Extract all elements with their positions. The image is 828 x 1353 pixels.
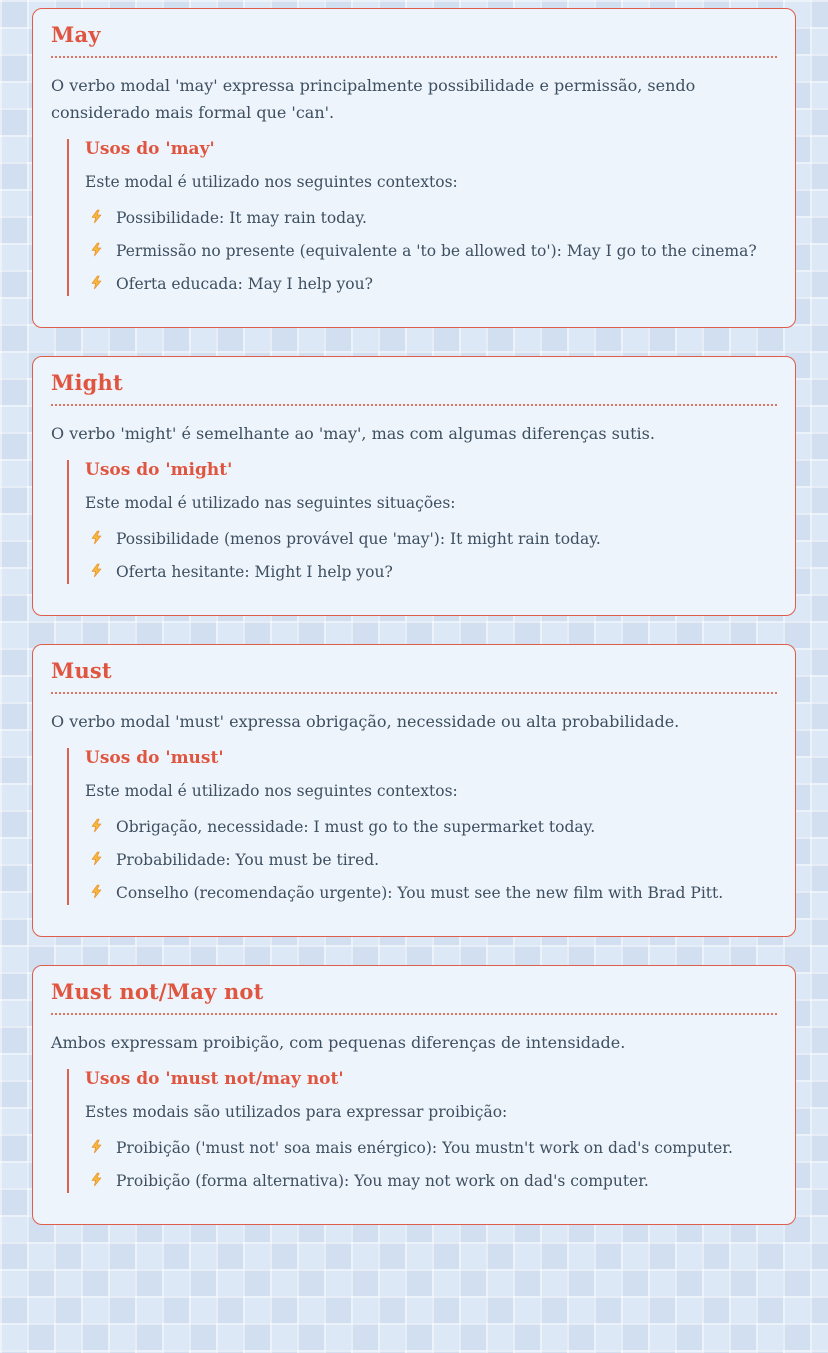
usage-subsection-title: Usos do 'must' — [85, 748, 224, 769]
lightning-icon — [89, 242, 104, 257]
usage-subsection-title: Usos do 'must not/may not' — [85, 1069, 344, 1090]
modal-verb-card — [32, 356, 796, 616]
card-title: Must — [51, 658, 777, 694]
usage-item — [89, 239, 777, 263]
lightning-icon — [89, 1172, 104, 1187]
modal-verb-card — [32, 644, 796, 937]
usage-item-text: Possibilidade: It may rain today. — [116, 209, 367, 228]
usage-item — [89, 815, 777, 839]
card-title: Must not/May not — [51, 979, 777, 1015]
card-intro: O verbo modal 'must' expressa obrigação, necessidade ou alta probabilidade. — [51, 712, 680, 732]
usage-item-text: Permissão no presente (equivalente a 'to be allowed to'): May I go to the cinema? — [116, 242, 757, 261]
lightning-icon — [89, 209, 104, 224]
lightning-icon — [89, 275, 104, 290]
card-list — [32, 8, 796, 1225]
usage-list — [85, 206, 777, 296]
card-title: Might — [51, 370, 777, 406]
usage-subsection — [67, 139, 777, 296]
usage-subsection-title: Usos do 'might' — [85, 460, 233, 481]
usage-item-text: Possibilidade (menos provável que 'may'): It might rain today. — [116, 530, 601, 549]
usage-item — [89, 848, 777, 872]
card-intro: Ambos expressam proibição, com pequenas diferenças de intensidade. — [51, 1033, 626, 1053]
usage-lead: Estes modais são utilizados para expressar proibição: — [85, 1103, 508, 1122]
modal-verb-card — [32, 8, 796, 328]
usage-item-text: Proibição ('must not' soa mais enérgico): You mustn't work on dad's computer. — [116, 1139, 733, 1158]
usage-item-text: Oferta educada: May I help you? — [116, 275, 373, 294]
usage-item-text: Oferta hesitante: Might I help you? — [116, 563, 393, 582]
usage-lead: Este modal é utilizado nas seguintes situações: — [85, 494, 456, 513]
usage-item — [89, 1169, 777, 1193]
lightning-icon — [89, 563, 104, 578]
usage-item-text: Obrigação, necessidade: I must go to the supermarket today. — [116, 818, 596, 837]
lightning-icon — [89, 884, 104, 899]
usage-lead: Este modal é utilizado nos seguintes contextos: — [85, 173, 458, 192]
card-intro: O verbo 'might' é semelhante ao 'may', mas com algumas diferenças sutis. — [51, 424, 655, 444]
usage-item — [89, 527, 777, 551]
modal-verb-card — [32, 965, 796, 1225]
lightning-icon — [89, 851, 104, 866]
card-intro: O verbo modal 'may' expressa principalmente possibilidade e permissão, sendo considerado mais formal que 'can'. — [51, 76, 696, 123]
usage-item-text: Probabilidade: You must be tired. — [116, 851, 380, 870]
usage-list — [85, 527, 777, 584]
lightning-icon — [89, 818, 104, 833]
usage-subsection-title: Usos do 'may' — [85, 139, 215, 160]
lightning-icon — [89, 1139, 104, 1154]
usage-subsection — [67, 748, 777, 905]
card-title: May — [51, 22, 777, 58]
usage-item — [89, 881, 777, 905]
usage-list — [85, 1136, 777, 1193]
usage-item — [89, 206, 777, 230]
usage-item-text: Conselho (recomendação urgente): You must see the new film with Brad Pitt. — [116, 884, 724, 903]
lightning-icon — [89, 530, 104, 545]
usage-item — [89, 1136, 777, 1160]
usage-subsection — [67, 460, 777, 584]
usage-item-text: Proibição (forma alternativa): You may not work on dad's computer. — [116, 1172, 649, 1191]
usage-lead: Este modal é utilizado nos seguintes contextos: — [85, 782, 458, 801]
usage-subsection — [67, 1069, 777, 1193]
usage-item — [89, 560, 777, 584]
usage-list — [85, 815, 777, 905]
usage-item — [89, 272, 777, 296]
